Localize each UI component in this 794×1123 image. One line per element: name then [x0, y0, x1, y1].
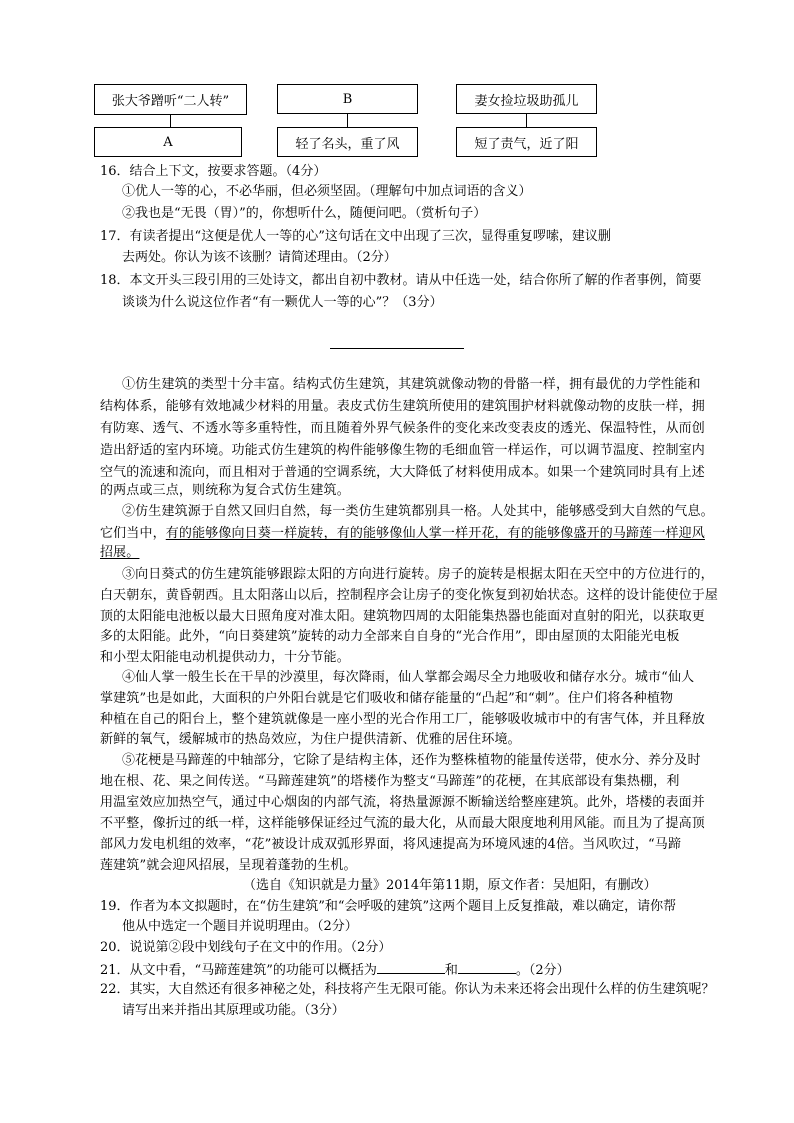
- question-22-line-1: 22．其实，大自然还有很多神秘之处，科技将产生无限可能。你认为未来还将会出现什么样的仿生建筑呢？: [100, 982, 715, 997]
- article-p1-line: 造出舒适的室内环境。功能式仿生建筑的构件能够像生物的毛细血管一样运作，可以调节温度、控制室内: [100, 443, 705, 458]
- article-p3-line: 和小型太阳能电动机提供动力，十分节能。: [100, 650, 350, 665]
- article-p5-line: 不平整，像折过的纸一样，这样能够保证经过气流的最大化，从而最大限度地利用风能。而且为了提高顶: [100, 816, 705, 831]
- article-p4-line: ④仙人掌一般生长在干旱的沙漠里，每次降雨，仙人掌都会竭尽全力地吸收和储存水分。城市“仙人: [122, 670, 695, 685]
- question-19-line-1: 19．作者为本文拟题时，在“仿生建筑”和“会呼吸的建筑”这两个题目上反复推敲，难以确定，请你帮: [100, 899, 677, 914]
- underlined-sentence: 有的能够像向日葵一样旋转，有的能够像仙人掌一样开花，有的能够像盛开的马蹄莲一样迎风: [165, 526, 705, 541]
- question-17-line-2: 去两处。你认为该不该删？请简述理由。（2分）: [122, 250, 397, 265]
- diagram-box-a: A: [94, 127, 242, 157]
- answer-blank-1[interactable]: [377, 959, 445, 974]
- question-19-line-2: 他从中选定一个题目并说明理由。（2分）: [122, 919, 358, 934]
- article-source: （选自《知识就是力量》2014年第11期，原文作者：吴旭阳，有删改）: [243, 878, 657, 893]
- section-divider: [330, 348, 464, 349]
- article-p4-line: 掌建筑”也是如此，大面积的户外阳台就是它们吸收和储存能量的“凸起”和“刺”。住户们将各种植物: [100, 691, 674, 706]
- article-p3-line: 白天朝东，黄昏朝西。且太阳落山以后，控制程序会让房子的变化恢复到初始状态。这样的设计能使位于屋: [100, 588, 719, 603]
- article-p5-line: 用温室效应加热空气，通过中心烟囱的内部气流，将热量源源不断输送给整座建筑。此外，塔楼的表面并: [100, 795, 705, 810]
- question-16-item-1: ①优人一等的心，不必华丽，但必须坚固。（理解句中加点词语的含义）: [122, 184, 532, 199]
- diagram-box-b: B: [277, 84, 418, 114]
- article-p2-plain: 它们当中，: [100, 526, 166, 541]
- article-p1-line: ①仿生建筑的类型十分丰富。结构式仿生建筑，其建筑就像动物的骨骼一样，拥有最优的力学性能和: [122, 377, 701, 392]
- question-21-middle: 和: [444, 963, 458, 978]
- diagram-box-wife-daughter: 妻女捡垃圾助孤儿: [456, 84, 597, 114]
- question-18-line-2: 谈谈为什么说这位作者“有一颗优人一等的心”？（3分）: [122, 295, 443, 310]
- diagram-box-old-man: 张大爷蹭听“二人转”: [94, 84, 247, 115]
- article-p1-line: 的两点或三点，则统称为复合式仿生建筑。: [100, 483, 350, 498]
- question-21: [100, 959, 570, 981]
- question-20: 20．说说第②段中划线句子在文中的作用。（2分）: [100, 940, 392, 955]
- article-p5-line: 莲建筑”就会迎风招展，呈现着蓬勃的生机。: [100, 858, 357, 873]
- article-p2-line: [100, 543, 139, 563]
- article-p1-line: 空气的流速和流向，而且相对于普通的空调系统，大大降低了材料使用成本。如果一个建筑同时具有上述: [100, 465, 705, 480]
- article-p3-line: 顶的太阳能电池板以最大日照角度对准太阳。建筑物四周的太阳能集热器也能面对直射的阳光，以获取更: [100, 609, 705, 624]
- question-22-line-2: 请写出来并指出其原理或功能。（3分）: [122, 1003, 345, 1018]
- article-p4-line: 种植在自己的阳台上，整个建筑就像是一座小型的光合作用工厂，能够吸收城市中的有害气体，并且释放: [100, 712, 705, 727]
- question-18-line-1: 18．本文开头三段引用的三处诗文，都出自初中教材。请从中任选一处，结合你所了解的作者事例，简要: [100, 273, 702, 288]
- article-p3-line: ③向日葵式的仿生建筑能够跟踪太阳的方向进行旋转。房子的旋转是根据太阳在天空中的方位进行的，: [122, 567, 714, 582]
- question-21-prefix: 21．从文中看，“马蹄莲建筑”的功能可以概括为: [100, 963, 377, 978]
- question-17-line-1: 17．有读者提出“这便是优人一等的心”这句话在文中出现了三次，显得重复啰嗦，建议删: [100, 229, 611, 244]
- question-16-item-2: ②我也是“无畏（胃）”的，你想听什么，随便问吧。（赏析句子）: [122, 206, 487, 221]
- article-p4-line: 新鲜的氧气，缓解城市的热岛效应，为住户提供清新、优雅的居住环境。: [100, 732, 521, 747]
- question-16-stem: 16．结合上下文，按要求答题。（4分）: [100, 164, 327, 179]
- article-p2-line: [100, 524, 705, 544]
- article-p1-line: 结构体系，能够有效地减少材料的用量。表皮式仿生建筑所使用的建筑围护材料就像动物的皮肤一样，拥: [100, 399, 705, 414]
- diagram-box-fame: 轻了名头，重了风: [277, 127, 418, 157]
- diagram-connector: [170, 115, 171, 127]
- diagram-connector: [347, 114, 348, 127]
- article-p1-line: 有防寒、透气、不透水等多重特性，而且随着外界气候条件的变化来改变表皮的透光、保温特性，从而创: [100, 421, 705, 436]
- underlined-sentence-end: 招展。: [100, 545, 140, 560]
- article-p5-line: 地在根、花、果之间传送。“马蹄莲建筑”的塔楼作为整支“马蹄莲”的花梗，在其底部设有集热棚，利: [100, 774, 680, 789]
- article-p2-line: ②仿生建筑源于自然又回归自然，每一类仿生建筑都别具一格。人处其中，能够感受到大自然的气息。: [122, 504, 714, 519]
- question-21-suffix: 。（2分）: [515, 963, 570, 978]
- diagram-box-sun: 短了责气，近了阳: [456, 127, 597, 157]
- answer-blank-2[interactable]: [458, 959, 516, 974]
- diagram-connector: [526, 114, 527, 127]
- article-p3-line: 多的太阳能。此外，“向日葵建筑”旋转的动力全部来自自身的“光合作用”，即由屋顶的太阳能光电板: [100, 629, 680, 644]
- article-p5-line: ⑤花梗是马蹄莲的中轴部分，它除了是结构主体，还作为整株植物的能量传送带，使水分、养分及时: [122, 753, 701, 768]
- article-p5-line: 部风力发电机组的效率，“花”被设计成双弧形界面，将风速提高为环境风速的4倍。当风吹过，“马蹄: [100, 837, 682, 852]
